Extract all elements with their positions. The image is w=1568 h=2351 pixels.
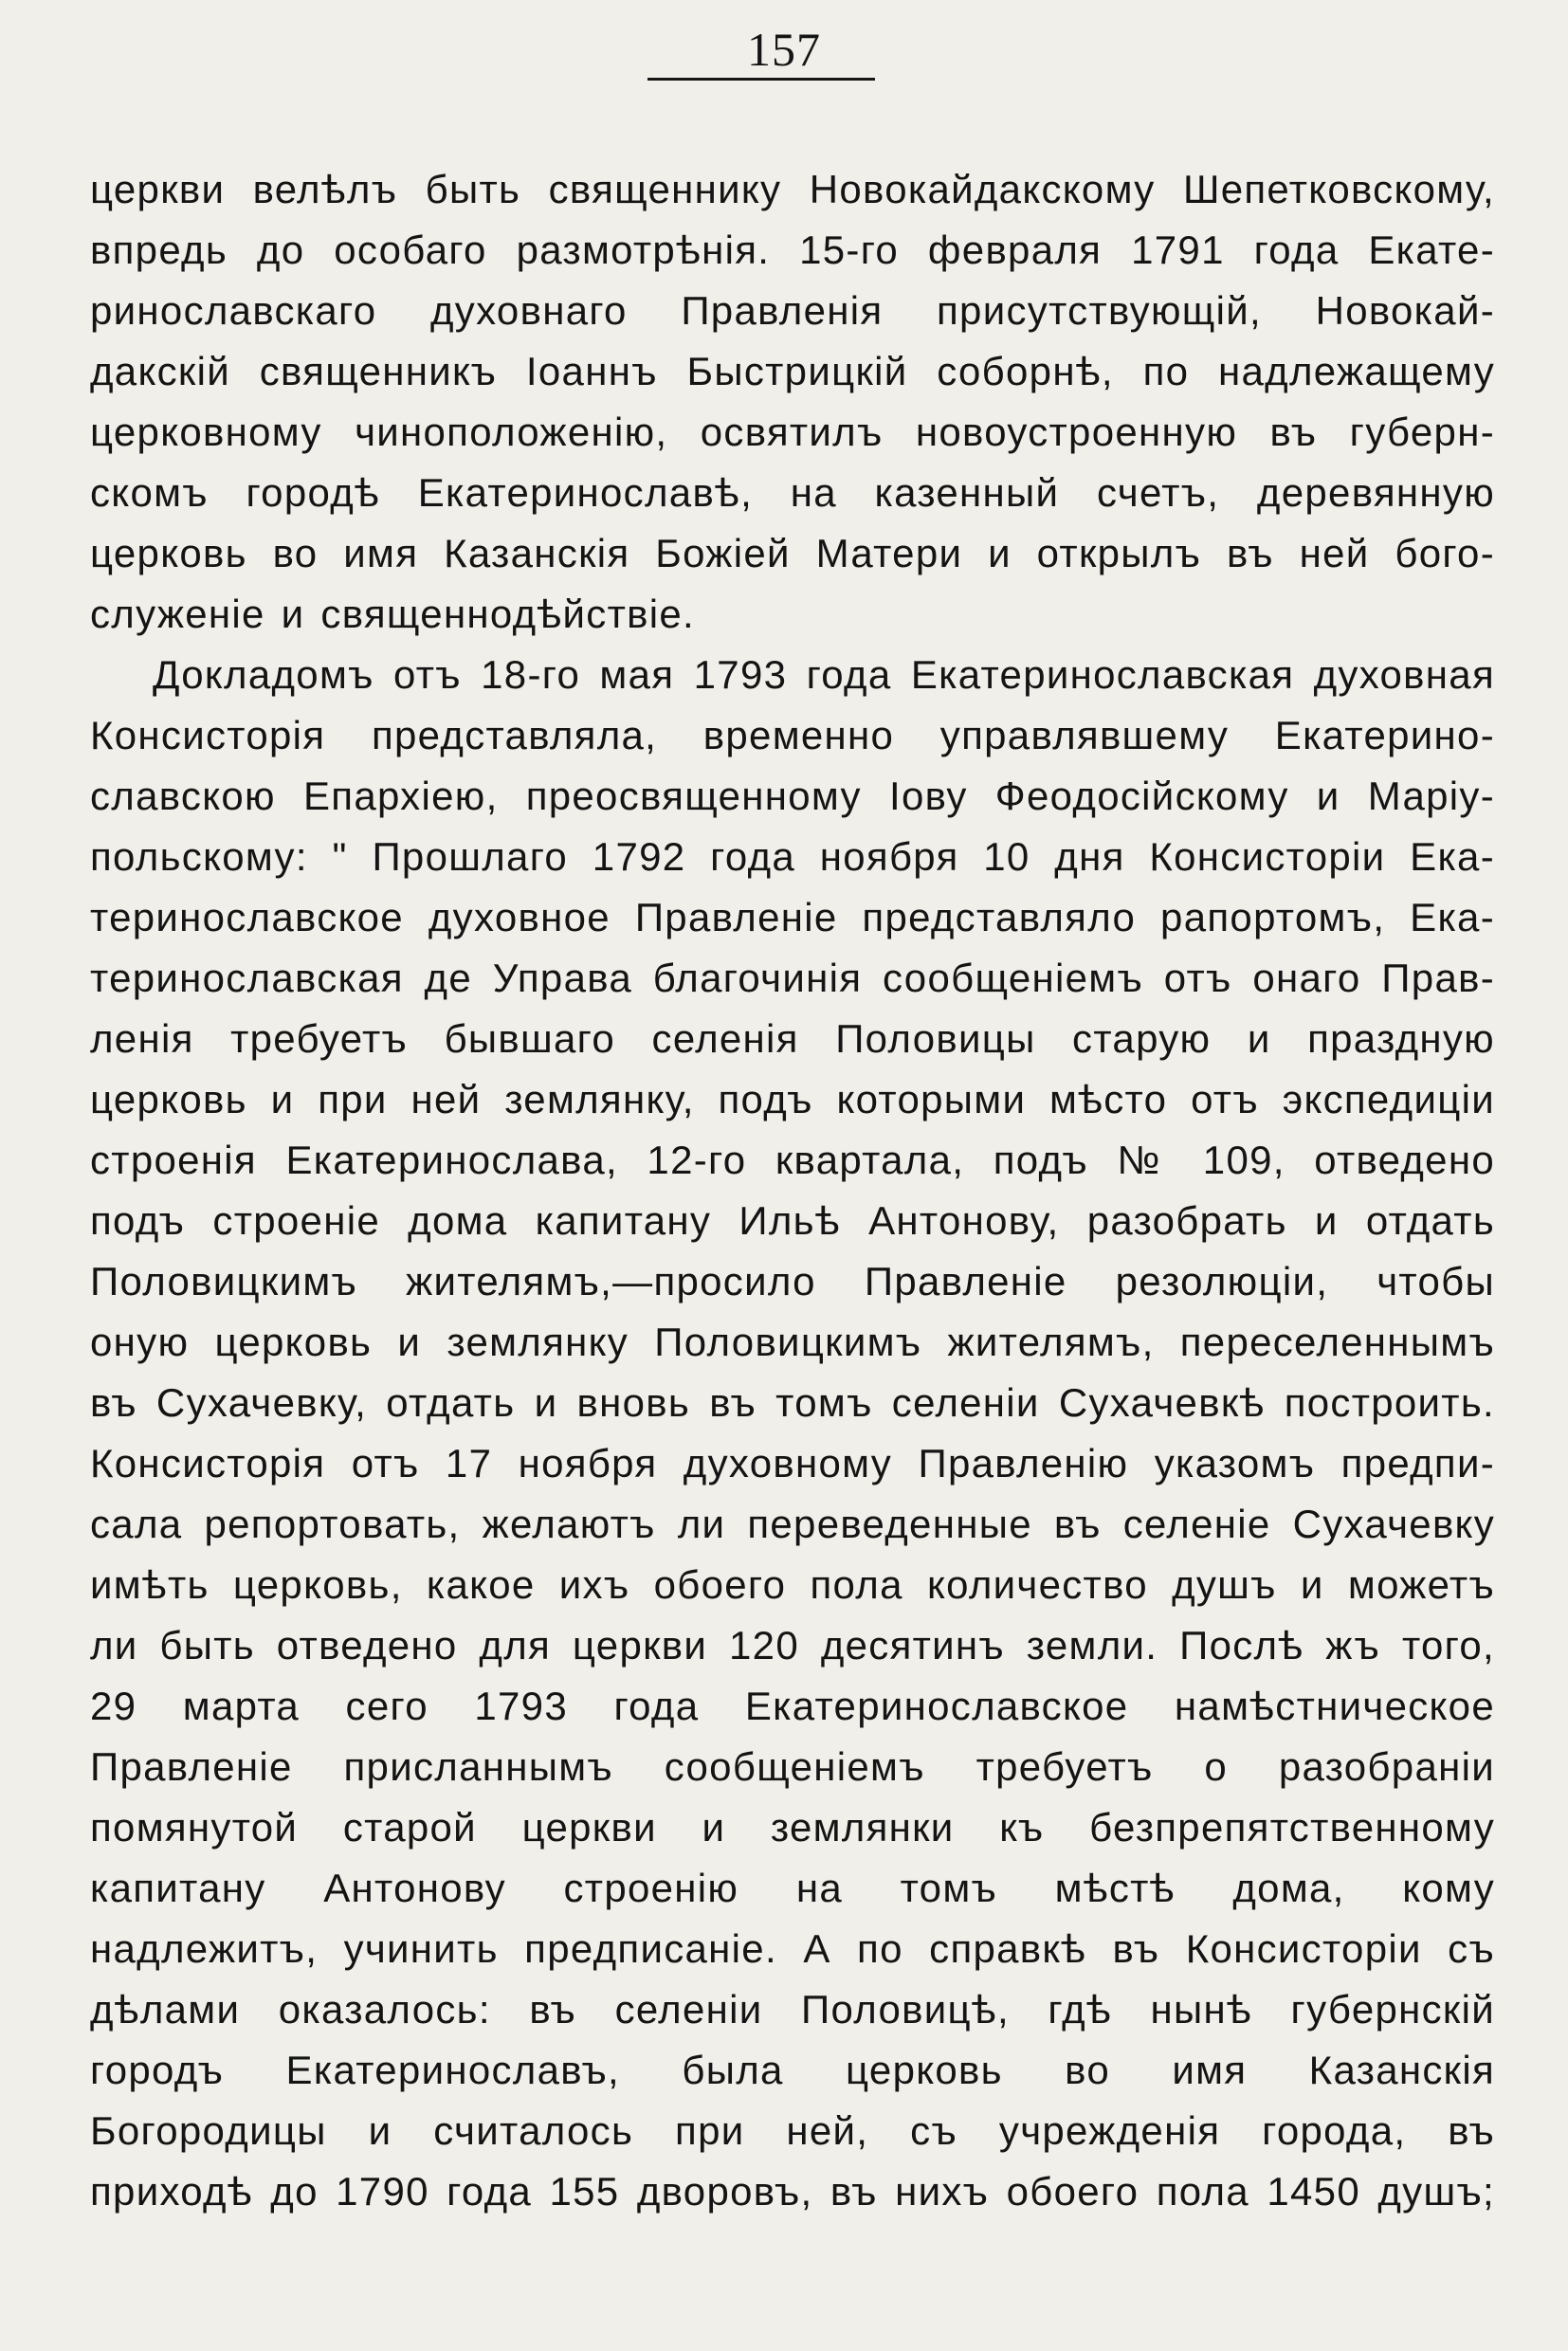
text-line: польскому: " Прошлаго 1792 года ноября 10 дня Консисторіи Ека-	[90, 834, 1495, 879]
text-line: надлежитъ, учинить предписаніе. А по справкѣ въ Консисторіи съ	[90, 1926, 1495, 1971]
paragraph-1	[90, 159, 1495, 645]
text-line: церковному чиноположенію, освятилъ новоустроенную въ губерн-	[90, 410, 1495, 454]
text-line: подъ строеніе дома капитану Ильѣ Антонову, разобрать и отдать	[90, 1198, 1495, 1243]
text-line: скомъ городѣ Екатеринославѣ, на казенный счетъ, деревянную	[90, 470, 1495, 515]
paragraph-2	[90, 645, 1495, 2222]
text-line: церковь и при ней землянку, подъ которыми мѣсто отъ экспедиціи	[90, 1077, 1495, 1121]
text-line: оную церковь и землянку Половицкимъ жителямъ, переселеннымъ	[90, 1320, 1495, 1364]
text-line: Консисторія отъ 17 ноября духовному Правленію указомъ предпи-	[90, 1441, 1495, 1485]
text-line: славскою Епархіею, преосвященному Іову Феодосійскому и Маріу-	[90, 774, 1495, 818]
text-line: Консисторія представляла, временно управлявшему Екатерино-	[90, 713, 1495, 757]
text-line: ринославскаго духовнаго Правленія присутствующій, Новокай-	[90, 288, 1495, 333]
page-number-underline	[647, 78, 875, 81]
text-line: церковь во имя Казанскія Божіей Матери и открылъ въ ней бого-	[90, 531, 1495, 575]
text-line: Докладомъ отъ 18-го мая 1793 года Екатеринославская духовная	[153, 652, 1495, 697]
text-line: служеніе и священнодѣйствіе.	[90, 592, 695, 636]
page-number: 157	[747, 23, 821, 76]
text-line: ленія требуетъ бывшаго селенія Половицы старую и праздную	[90, 1016, 1495, 1061]
text-line: Богородицы и считалось при ней, съ учрежденія города, въ	[90, 2108, 1495, 2153]
text-line: строенія Екатеринослава, 12-го квартала, подъ № 109, отведено	[90, 1138, 1495, 1182]
text-line: теринославская де Управа благочинія сообщеніемъ отъ онаго Прав-	[90, 956, 1495, 1000]
text-line: капитану Антонову строенію на томъ мѣстѣ дома, кому	[90, 1866, 1495, 1910]
text-line: имѣть церковь, какое ихъ обоего пола количество душъ и можетъ	[90, 1562, 1495, 1607]
text-line: церкви велѣлъ быть священнику Новокайдакскому Шепетковскому,	[90, 167, 1495, 211]
text-line: теринославское духовное Правленіе представляло рапортомъ, Ека-	[90, 895, 1495, 939]
body-text	[90, 159, 1495, 2222]
text-line: въ Сухачевку, отдать и вновь въ томъ селеніи Сухачевкѣ построить.	[90, 1380, 1495, 1425]
text-line: Правленіе присланнымъ сообщеніемъ требуетъ о разобраніи	[90, 1744, 1495, 1789]
text-line: помянутой старой церкви и землянки къ безпрепятственному	[90, 1805, 1495, 1850]
text-line: приходѣ до 1790 года 155 дворовъ, въ нихъ обоего пола 1450 душъ;	[90, 2169, 1495, 2214]
text-line: городъ Екатеринославъ, была церковь во имя Казанскія	[90, 2048, 1495, 2092]
text-line: сала репортовать, желаютъ ли переведенные въ селеніе Сухачевку	[90, 1502, 1495, 1546]
text-line: 29 марта сего 1793 года Екатеринославское намѣстническое	[90, 1684, 1495, 1728]
text-line: дѣлами оказалось: въ селеніи Половицѣ, гдѣ нынѣ губернскій	[90, 1987, 1495, 2032]
text-line: впредь до особаго размотрѣнія. 15-го февраля 1791 года Екате-	[90, 228, 1495, 272]
text-line: Половицкимъ жителямъ,—просило Правленіе резолюціи, чтобы	[90, 1259, 1495, 1303]
text-line: ли быть отведено для церкви 120 десятинъ земли. Послѣ жъ того,	[90, 1623, 1495, 1668]
text-line: дакскій священникъ Іоаннъ Быстрицкій соборнѣ, по надлежащему	[90, 349, 1495, 393]
